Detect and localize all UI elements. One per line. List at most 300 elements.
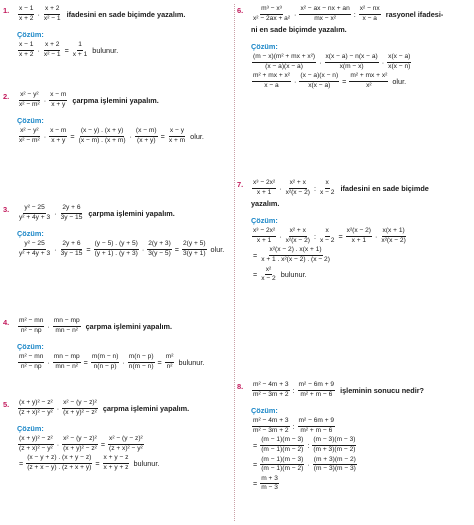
fraction <box>43 6 62 22</box>
fraction <box>135 128 158 144</box>
denominator: x + 2 <box>19 50 34 58</box>
fraction <box>252 228 276 244</box>
fraction <box>49 92 67 108</box>
fraction <box>94 241 139 257</box>
operator: · <box>37 45 40 55</box>
numerator: y² − 25 <box>23 205 45 214</box>
fraction <box>252 73 291 89</box>
problem-3 <box>3 205 229 257</box>
solution-label: Çözüm: <box>17 229 44 239</box>
question-line <box>17 6 229 22</box>
denominator: (z + x)² − y² <box>109 444 143 452</box>
operator: : <box>353 9 356 19</box>
numerator: 2(y + 3) <box>147 241 172 250</box>
fraction <box>18 241 51 257</box>
question-text: rasyonel ifadesi- <box>385 9 444 19</box>
operator: · <box>56 403 60 413</box>
numerator: y² − 25 <box>23 241 45 250</box>
problem-2 <box>3 92 229 144</box>
fraction <box>260 476 279 492</box>
solution-label: Çözüm: <box>17 342 44 352</box>
solution-label: Çözüm: <box>17 30 44 40</box>
operator: · <box>122 357 125 367</box>
fraction <box>299 6 350 22</box>
numerator: x² + x <box>289 180 307 189</box>
numerator: x² − nx <box>359 6 381 15</box>
column-divider <box>234 4 235 521</box>
question-line <box>251 180 471 196</box>
numerator: x³ − 2x² <box>252 180 276 189</box>
denominator: n(m − n) <box>128 362 154 370</box>
fraction <box>62 400 98 416</box>
question <box>17 205 229 221</box>
numerator: x <box>325 228 330 237</box>
problem-6 <box>237 6 471 90</box>
numerator: m² + mx + x² <box>349 73 388 82</box>
solution-line <box>251 418 471 434</box>
fraction <box>18 92 41 108</box>
denominator: x(m − x) <box>339 62 364 70</box>
numerator: x + 2 <box>44 42 60 51</box>
denominator: mx − x² <box>314 14 336 22</box>
fraction <box>298 382 336 398</box>
numerator: x − y <box>169 128 185 137</box>
denominator: (m − 3)(m − 3) <box>313 465 356 473</box>
fraction <box>346 228 372 244</box>
numerator: (m − 3)(m − 3) <box>312 437 356 446</box>
question-text-continued: yazalım. <box>251 199 280 209</box>
numerator: 2(y + 5) <box>182 241 207 250</box>
denominator: n² <box>166 362 173 370</box>
numerator: mn − mp <box>53 354 81 363</box>
denominator: x(x − n) <box>388 62 411 70</box>
operator: = <box>86 244 91 254</box>
question-text: ifadesini en sade biçimde <box>340 183 429 193</box>
numerator: (m − 1)(m − 3) <box>260 457 304 466</box>
fraction <box>60 241 84 257</box>
problem-number: 6. <box>237 6 244 15</box>
denominator: x² <box>366 81 372 89</box>
fraction <box>72 42 88 58</box>
question-line <box>251 6 471 22</box>
denominator: y² + 4y + 3 <box>19 249 51 257</box>
denominator: (m − 1)(m − 2) <box>261 445 304 453</box>
fraction <box>380 228 406 244</box>
equals-sign: = <box>253 460 258 470</box>
problem-5 <box>3 400 229 472</box>
solution <box>17 241 229 257</box>
fraction <box>312 437 356 453</box>
fraction <box>298 418 336 434</box>
denominator: x² − 1 <box>43 50 61 58</box>
solution <box>251 418 471 492</box>
denominator: x² − 2ax + a² <box>253 14 291 22</box>
denominator: n(n − p) <box>93 362 117 370</box>
denominator: x + m <box>168 136 186 144</box>
operator: · <box>37 9 40 19</box>
denominator: (x + y) <box>137 136 156 144</box>
operator: · <box>43 131 47 141</box>
denominator: x + 2 <box>19 14 34 22</box>
operator: : <box>292 385 295 395</box>
question-text: işleminin sonucu nedir? <box>340 385 425 395</box>
numerator: m² − mn <box>18 354 44 363</box>
denominator: x + 1 <box>72 50 88 58</box>
fraction <box>53 318 81 334</box>
solution-line <box>17 241 229 257</box>
solution <box>251 54 471 89</box>
solution-line <box>251 73 471 89</box>
question-line <box>17 92 229 108</box>
denominator: (x + y)² − z² <box>63 408 97 416</box>
fraction <box>313 457 357 473</box>
numerator: (x − y) . (x + y) <box>80 128 125 137</box>
operator: = <box>100 439 106 449</box>
fraction <box>128 354 155 370</box>
problem-8 <box>237 382 471 492</box>
solution-line <box>251 267 471 283</box>
numerator: m² <box>165 354 175 363</box>
denominator: (m − 1)(m − 2) <box>261 465 304 473</box>
denominator: n² − np <box>20 326 42 334</box>
result-text: olur. <box>190 131 204 141</box>
denominator: m² − 3m + 2 <box>253 426 289 434</box>
denominator: x² − 1 <box>43 14 61 22</box>
fraction <box>182 241 207 257</box>
result-text: bulunur. <box>133 458 160 468</box>
fraction <box>60 205 84 221</box>
denominator: m − 3 <box>261 484 278 492</box>
fraction <box>299 73 339 89</box>
operator: : <box>313 231 316 241</box>
numerator: m(m − n) <box>91 354 120 363</box>
question <box>251 382 471 398</box>
question-text: çarpma işlemini yapalım. <box>88 208 175 218</box>
denominator: x + y <box>51 100 66 108</box>
question-line <box>17 318 229 334</box>
question <box>17 6 229 22</box>
fraction <box>49 128 67 144</box>
operator: = <box>83 357 88 367</box>
numerator: m² + mx + x² <box>252 73 291 82</box>
solution-line <box>251 476 471 492</box>
fraction <box>18 354 44 370</box>
operator: · <box>47 321 50 331</box>
denominator: x − a <box>362 14 377 22</box>
question-text: çarpma işlemini yapalım. <box>85 321 173 331</box>
problem-number: 1. <box>3 6 10 15</box>
fraction <box>62 436 98 452</box>
denominator: x² − m² <box>19 100 40 108</box>
numerator: x² + x <box>289 228 307 237</box>
solution-line <box>251 228 471 244</box>
operator: = <box>64 45 69 55</box>
operator: · <box>54 208 57 218</box>
fraction <box>18 318 44 334</box>
question <box>17 92 229 108</box>
fraction <box>325 54 379 70</box>
denominator: m² + m − 6 <box>300 426 333 434</box>
fraction <box>103 455 130 471</box>
equals-sign: = <box>253 250 258 260</box>
denominator: x + y <box>51 136 66 144</box>
solution-line <box>251 457 471 473</box>
question-text: çarpma işlemini yapalım. <box>102 403 190 413</box>
numerator: x(x − a) <box>387 54 411 63</box>
denominator: x + 1 <box>351 236 367 244</box>
fraction <box>252 382 290 398</box>
denominator: (z + x − y) . (z + x + y) <box>27 463 92 471</box>
numerator: m² − 6m + 9 <box>298 382 336 391</box>
fraction <box>18 436 54 452</box>
numerator: x(x + 1) <box>382 228 406 237</box>
fraction <box>78 128 127 144</box>
fraction <box>43 42 62 58</box>
operator: = <box>338 231 343 241</box>
problem-number: 2. <box>3 92 10 101</box>
numerator: x² − (y − z)² <box>62 400 98 409</box>
question <box>17 318 229 334</box>
numerator: m(n − p) <box>128 354 155 363</box>
fraction <box>285 228 311 244</box>
operator: · <box>43 95 47 105</box>
denominator: (z + x)² − y² <box>19 444 53 452</box>
question-text: ifadesini en sade biçimde yazalım. <box>66 9 186 19</box>
numerator: x − 1 <box>18 6 34 15</box>
numerator: x² <box>265 267 273 276</box>
operator: · <box>56 439 60 449</box>
operator: · <box>54 244 57 254</box>
numerator: x − m <box>49 92 67 101</box>
fraction <box>260 437 304 453</box>
result-text: bulunur. <box>92 45 119 55</box>
numerator: (x + y)² − z² <box>18 400 54 409</box>
operator: : <box>313 183 316 193</box>
numerator: m³ − x³ <box>260 6 283 15</box>
numerator: x² − y² <box>19 128 40 137</box>
operator: · <box>129 131 132 141</box>
fraction <box>359 6 381 22</box>
denominator: 3(y + 1) <box>183 249 206 257</box>
operator: · <box>294 76 297 86</box>
denominator: x − 2 <box>319 236 335 244</box>
solution-line <box>17 128 229 144</box>
fraction <box>260 457 304 473</box>
fraction <box>26 455 92 471</box>
operator: = <box>157 357 162 367</box>
operator: · <box>279 183 282 193</box>
numerator: m² − 4m + 3 <box>252 382 290 391</box>
numerator: x²(x − 2) <box>346 228 372 237</box>
denominator: x(x − a) <box>308 81 331 89</box>
result-text: olur. <box>210 244 225 254</box>
question <box>251 180 471 208</box>
fraction <box>147 241 172 257</box>
fraction <box>53 354 81 370</box>
numerator: x² − (y − z)² <box>108 436 144 445</box>
numerator: 1 <box>77 42 83 51</box>
problem-number: 7. <box>237 180 244 189</box>
numerator: m² − 4m + 3 <box>252 418 290 427</box>
operator: = <box>174 244 179 254</box>
numerator: x <box>325 180 330 189</box>
denominator: 3y − 15 <box>60 249 83 257</box>
numerator: mn − mp <box>53 318 81 327</box>
denominator: x² − m² <box>19 136 40 144</box>
question-line <box>17 205 229 221</box>
operator: : <box>307 440 310 450</box>
result-text: bulunur. <box>178 357 205 367</box>
denominator: x²(x − 2) <box>381 236 406 244</box>
fraction <box>18 6 34 22</box>
fraction <box>319 180 335 196</box>
fraction <box>319 228 335 244</box>
denominator: x + 1 . x²(x − 2) . (x − 2) <box>261 255 330 263</box>
operator: · <box>279 231 282 241</box>
denominator: y² + 4y + 3 <box>19 213 51 221</box>
operator: = <box>70 131 75 141</box>
fraction <box>260 247 331 263</box>
denominator: x²(x − 2) <box>285 188 310 196</box>
solution-label: Çözüm: <box>17 424 44 434</box>
denominator: (z + x)² − y² <box>19 408 53 416</box>
solution-line <box>17 42 229 58</box>
numerator: (m − 1)(m − 3) <box>260 437 304 446</box>
numerator: x(x − a) − n(x − a) <box>325 54 379 63</box>
numerator: (x − y + z) . (x + y − z) <box>26 455 92 464</box>
solution-label: Çözüm: <box>17 116 44 126</box>
fraction <box>387 54 411 70</box>
solution <box>17 436 229 471</box>
numerator: x + y − z <box>103 455 130 464</box>
denominator: m² − 3m + 2 <box>253 390 289 398</box>
problem-number: 5. <box>3 400 10 409</box>
denominator: x + 1 <box>256 236 272 244</box>
numerator: m² − 6m + 9 <box>298 418 336 427</box>
denominator: x − a <box>264 81 279 89</box>
fraction <box>349 73 388 89</box>
numerator: (y − 5) . (y + 5) <box>94 241 139 250</box>
equals-sign: = <box>253 440 258 450</box>
fraction <box>260 267 276 283</box>
numerator: (x − m) <box>135 128 158 137</box>
problem-4 <box>3 318 229 370</box>
question-line <box>17 400 229 416</box>
numerator: x − m <box>49 128 67 137</box>
operator: = <box>95 458 100 468</box>
solution <box>17 354 229 370</box>
denominator: x − 2 <box>261 275 276 283</box>
equals-sign: = <box>253 479 258 489</box>
fraction <box>252 418 290 434</box>
operator: · <box>141 244 145 254</box>
denominator: x − 2 <box>319 188 335 196</box>
numerator: m² − mn <box>18 318 44 327</box>
solution-line <box>17 455 229 471</box>
numerator: x² − (y − z)² <box>62 436 98 445</box>
fraction <box>18 400 54 416</box>
problem-number: 4. <box>3 318 10 327</box>
problem-7 <box>237 180 471 283</box>
solution-label: Çözüm: <box>251 216 278 226</box>
fraction <box>18 205 51 221</box>
question <box>17 400 229 416</box>
operator: · <box>381 57 385 67</box>
fraction <box>91 354 120 370</box>
solution-line <box>251 54 471 70</box>
denominator: (y + 1) . (y + 3) <box>94 249 138 257</box>
numerator: x² − y² <box>19 92 40 101</box>
denominator: (x − a)(x − a) <box>265 62 303 70</box>
fraction <box>252 54 316 70</box>
denominator: x + y + z <box>103 463 129 471</box>
numerator: (m + 3)(m − 2) <box>313 457 357 466</box>
denominator: 3y − 15 <box>60 213 83 221</box>
numerator: 2y + 6 <box>61 241 81 250</box>
operator: : <box>292 421 295 431</box>
denominator: 3(y − 5) <box>148 249 171 257</box>
denominator: (x + y)² − z² <box>63 444 97 452</box>
solution-line <box>17 436 229 452</box>
question-text: çarpma işlemini yapalım. <box>72 95 159 105</box>
operator: · <box>307 460 310 470</box>
solution-label: Çözüm: <box>251 406 278 416</box>
fraction <box>252 6 291 22</box>
solution <box>251 228 471 283</box>
equals-sign: = <box>253 270 258 280</box>
operator: · <box>294 9 297 19</box>
denominator: (x − m) . (x + m) <box>78 136 126 144</box>
operator: · <box>375 231 378 241</box>
denominator: n² − np <box>20 362 42 370</box>
solution <box>17 128 229 144</box>
solution-line <box>17 354 229 370</box>
question-line <box>251 382 471 398</box>
question <box>251 6 471 34</box>
denominator: x²(x − 2) <box>285 236 310 244</box>
operator: · <box>47 357 50 367</box>
denominator: mn − n² <box>55 362 78 370</box>
fraction <box>165 354 175 370</box>
equals-sign: = <box>19 458 24 468</box>
problem-1 <box>3 6 229 58</box>
numerator: x² − ax − nx + an <box>299 6 350 15</box>
numerator: 2y + 6 <box>61 205 81 214</box>
solution-label: Çözüm: <box>251 42 278 52</box>
question-text-continued: ni en sade biçimde yazalım. <box>251 25 347 35</box>
fraction <box>108 436 144 452</box>
problem-number: 8. <box>237 382 244 391</box>
denominator: (m + 3)(m − 2) <box>313 445 356 453</box>
fraction <box>252 180 276 196</box>
solution-line <box>251 437 471 453</box>
solution <box>17 42 229 58</box>
operator: · <box>319 57 322 67</box>
numerator: x³ − 2x² <box>252 228 276 237</box>
numerator: (x − a)(x − n) <box>299 73 339 82</box>
denominator: mn − n² <box>55 326 78 334</box>
numerator: x − 1 <box>18 42 34 51</box>
fraction <box>18 128 41 144</box>
numerator: m + 3 <box>260 476 279 485</box>
result-text: bulunur. <box>280 270 307 280</box>
problem-number: 3. <box>3 205 10 214</box>
operator: = <box>160 131 165 141</box>
numerator: x²(x − 2) . x(x + 1) <box>269 247 323 256</box>
numerator: (m − x)(m² + mx + x²) <box>252 54 316 63</box>
numerator: (x + y)² − z² <box>18 436 54 445</box>
fraction <box>168 128 186 144</box>
